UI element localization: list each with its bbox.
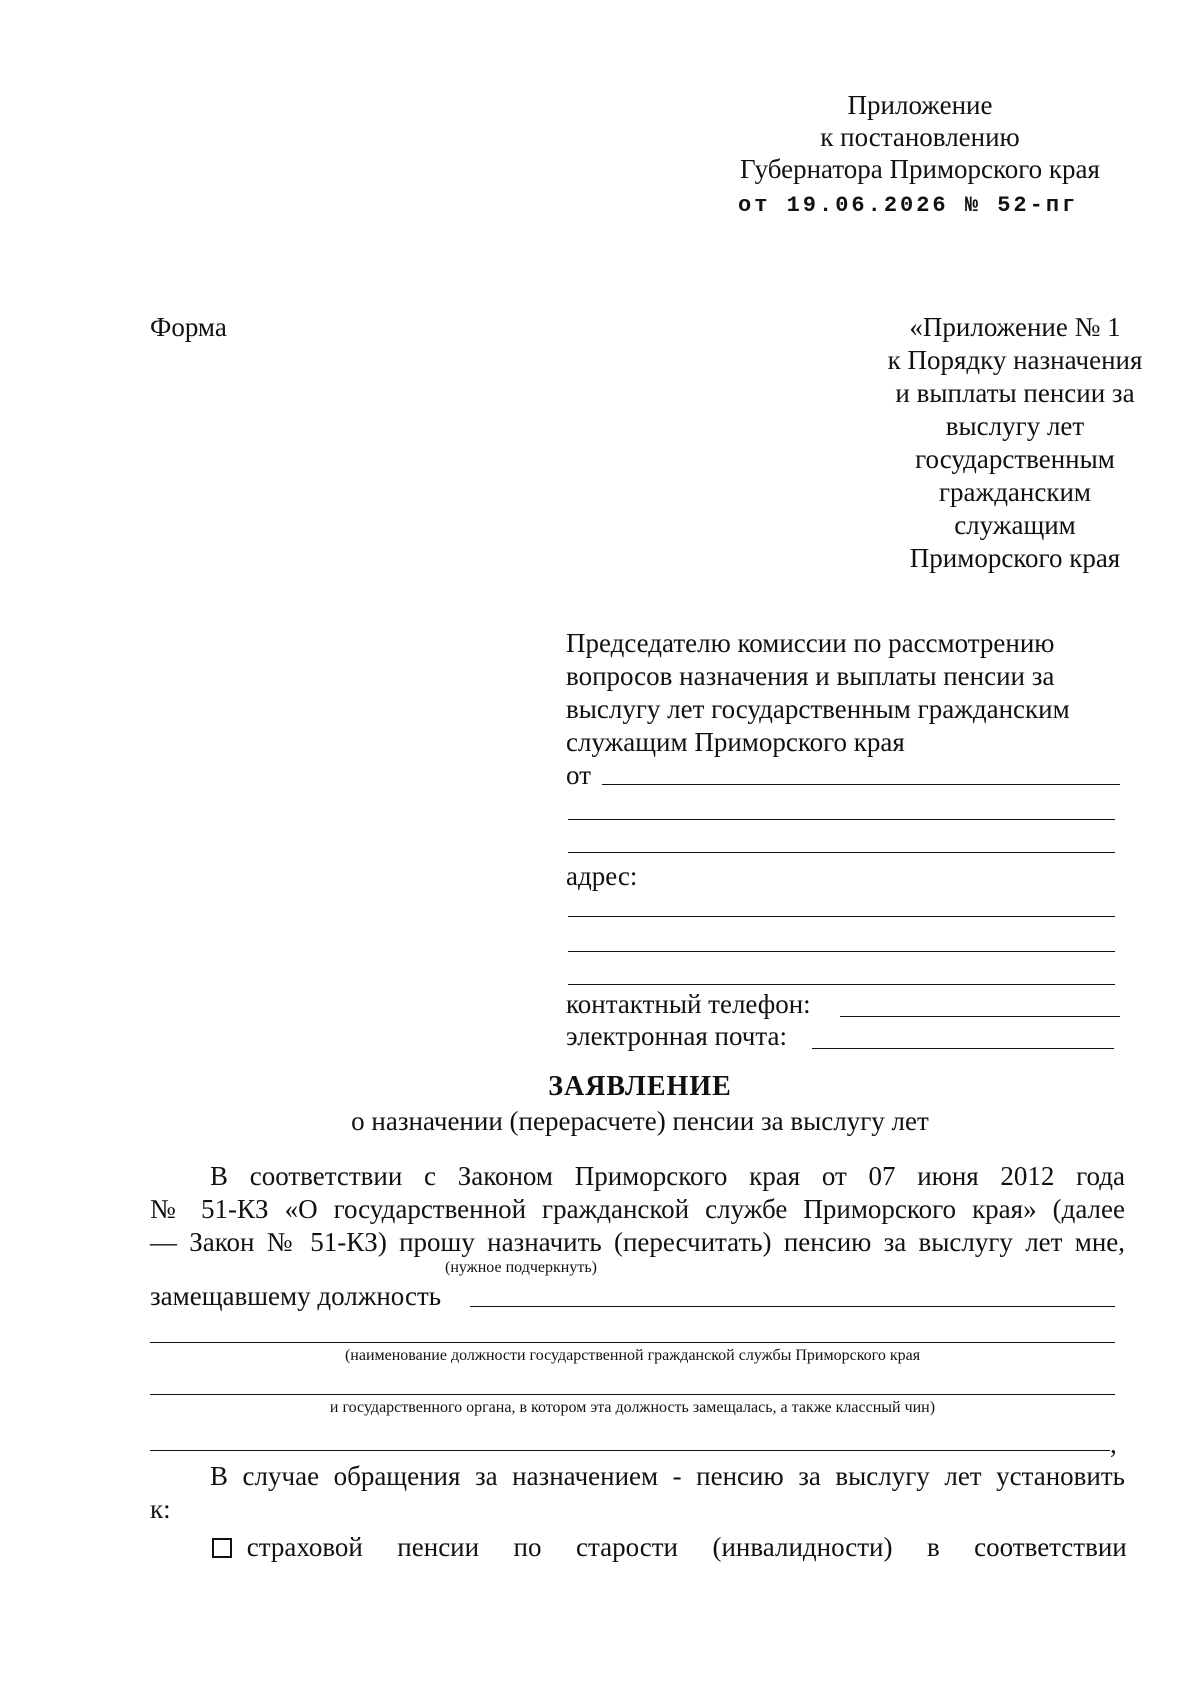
annex-line: выслугу лет [945, 411, 1085, 441]
header-line-appendix: Приложение [847, 90, 993, 120]
from-label: от [566, 760, 591, 790]
annex-line: Приморского края [909, 543, 1121, 573]
option-row[interactable] [212, 1531, 1125, 1563]
body-paragraph-line: В соответствии с Законом Приморского края от 07 июня 2012 года [210, 1161, 1125, 1191]
annex-line: гражданским [938, 477, 1092, 507]
position-field-line-4[interactable] [150, 1450, 1110, 1451]
address-field-line-2[interactable] [568, 951, 1115, 952]
annex-line: к Порядку назначения [887, 345, 1143, 375]
header-line-resolution: к постановлению [820, 122, 1020, 152]
annex-line: служащим [954, 510, 1076, 540]
position-hint-1: (наименование должности государственной гражданской службы Приморского края [344, 1347, 921, 1364]
from-field-line[interactable] [602, 784, 1120, 785]
address-field-line-1[interactable] [568, 916, 1115, 917]
body-paragraph-line: В случае обращения за назначением - пенсию за выслугу лет установить [210, 1461, 1125, 1491]
from-field-line-3[interactable] [568, 852, 1115, 853]
addressee-line: вопросов назначения и выплаты пенсии за [566, 661, 1055, 691]
body-paragraph-line: — Закон № 51-КЗ) прошу назначить (пересчитать) пенсию за выслугу лет мне, [150, 1227, 1125, 1257]
position-field-line[interactable] [470, 1306, 1115, 1307]
from-field-line-2[interactable] [568, 819, 1115, 820]
email-label: электронная почта: [566, 1021, 787, 1051]
annex-line: и выплаты пенсии за [895, 378, 1135, 408]
address-label: адрес: [566, 861, 638, 891]
document-title: ЗАЯВЛЕНИЕ [548, 1071, 732, 1102]
note-underline: (нужное подчеркнуть) [445, 1259, 597, 1276]
position-field-line-2[interactable] [150, 1342, 1115, 1343]
phone-field-line[interactable] [840, 1016, 1120, 1017]
address-field-line-3[interactable] [568, 984, 1115, 985]
phone-label: контактный телефон: [566, 989, 811, 1019]
body-paragraph-line: № 51-КЗ «О государственной гражданской службе Приморского края» (далее [150, 1194, 1125, 1224]
option-checkbox[interactable] [212, 1538, 232, 1558]
addressee-line: служащим Приморского края [566, 727, 905, 757]
annex-line: «Приложение № 1 [909, 312, 1121, 342]
position-hint-2: и государственного органа, в котором эта должность замещалась, а также классный чин) [329, 1399, 936, 1416]
option-label: страховой пенсии по старости (инвалидности) в соответствии [246, 1532, 1127, 1562]
email-field-line[interactable] [812, 1048, 1114, 1049]
trailing-comma: , [1110, 1429, 1117, 1459]
form-label: Форма [150, 312, 227, 342]
addressee-line: Председателю комиссии по рассмотрению [566, 628, 1055, 658]
body-paragraph-line: к: [150, 1494, 171, 1524]
header-line-governor: Губернатора Приморского края [740, 154, 1100, 184]
addressee-line: выслугу лет государственным гражданским [566, 694, 1070, 724]
annex-line: государственным [915, 444, 1115, 474]
position-field-line-3[interactable] [150, 1394, 1115, 1395]
document-subtitle: о назначении (перерасчете) пенсии за выслугу лет [351, 1106, 929, 1136]
header-date-number: от 19.06.2026 № 52-пг [738, 193, 1079, 218]
position-label: замещавшему должность [150, 1281, 442, 1311]
